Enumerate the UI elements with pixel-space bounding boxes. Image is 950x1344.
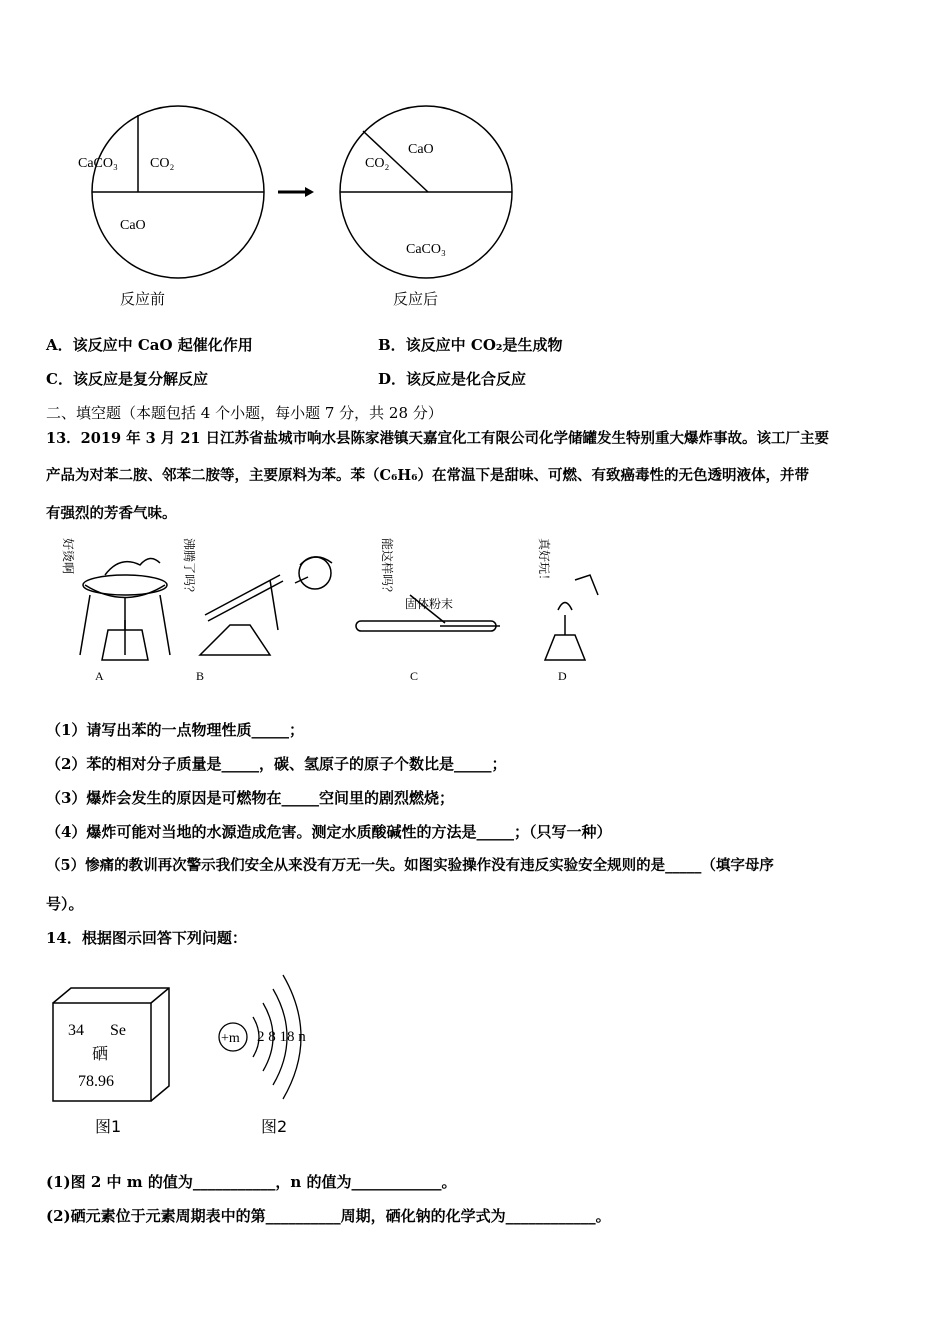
q14-sub1: (1)图 2 中 m 的值为___________，n 的值为____________。 — [46, 1173, 457, 1191]
option-c: C．该反应是复分解反应 — [46, 370, 208, 388]
pie-after-seg3: CaCO₃ — [406, 242, 446, 257]
electron-shells: 2 8 18 n — [257, 1029, 306, 1045]
element-name: 硒 — [92, 1046, 109, 1063]
q13-sub4: （4）爆炸可能对当地的水源造成危害。测定水质酸碱性的方法是_____；（只写一种） — [46, 823, 612, 841]
q13-sub2: （2）苯的相对分子质量是_____，碳、氢原子的原子个数比是_____； — [46, 755, 507, 773]
q14-title: 14．根据图示回答下列问题： — [46, 929, 247, 947]
q14-sub2: (2)硒元素位于元素周期表中的第__________周期，硒化钠的化学式为____________。 — [46, 1207, 611, 1225]
pie-after-seg2: CO₂ — [365, 156, 390, 171]
pie-before — [78, 106, 264, 278]
element-symbol: Se — [110, 1022, 126, 1039]
lab-b-text: 沸腾了吗？ — [182, 538, 196, 599]
q13-sub1: （1）请写出苯的一点物理性质_____； — [46, 721, 304, 739]
q13-sub5-line2: 号）。 — [46, 895, 84, 913]
pie-before-seg3: CaO — [120, 218, 146, 233]
pie-before-seg1: CaCO₃ — [78, 156, 118, 171]
section-title: 二、填空题（本题包括 4 个小题，每小题 7 分，共 28 分） — [46, 404, 443, 422]
pie-after-seg1: CaO — [408, 142, 434, 157]
option-b: B．该反应中 CO₂是生成物 — [378, 336, 563, 354]
lab-c-label: 固体粉末 — [405, 597, 454, 611]
element-mass: 78.96 — [78, 1073, 114, 1090]
lab-figure-d — [545, 575, 598, 660]
arrow-icon — [278, 187, 314, 197]
element-cell-figure — [50, 985, 180, 1110]
fig2-caption: 图2 — [261, 1117, 288, 1136]
q13-line2: 产品为对苯二胺、邻苯二胺等，主要原料为苯。苯（C₆H₆）在常温下是甜味、可燃、有致癌毒性的无色透明液体，并带 — [46, 467, 809, 484]
lab-figure-a — [80, 558, 170, 660]
q13-line1: 13．2019 年 3 月 21 日江苏省盐城市响水县陈家港镇天嘉宜化工有限公司化学储罐发生特别重大爆炸事故。该工厂主要 — [46, 430, 830, 447]
lab-label-b: B — [196, 669, 205, 683]
q13-line3: 有强烈的芳香气味。 — [46, 505, 177, 522]
nucleus-charge: +m — [221, 1031, 240, 1046]
option-a: A．该反应中 CaO 起催化作用 — [46, 336, 253, 354]
pie-before-caption: 反应前 — [120, 290, 166, 308]
reaction-pie-figure — [40, 95, 540, 315]
fig1-caption: 图1 — [95, 1117, 122, 1136]
lab-figure-b — [200, 557, 332, 655]
lab-label-c: C — [410, 669, 419, 683]
pie-after-caption: 反应后 — [393, 290, 439, 308]
lab-operations-illustration — [50, 535, 620, 690]
lab-c-text: 能这样吗？ — [380, 538, 394, 599]
element-number: 34 — [68, 1022, 84, 1039]
pie-before-seg2: CO₂ — [150, 156, 175, 171]
lab-a-text: 好烫啊 — [61, 538, 75, 575]
q13-sub5-line1: （5）惨痛的教训再次警示我们安全从来没有万无一失。如图实验操作没有违反实验安全规则的是_____（填字母序 — [46, 857, 774, 874]
q13-sub3: （3）爆炸会发生的原因是可燃物在_____空间里的剧烈燃烧； — [46, 789, 454, 807]
option-d: D．该反应是化合反应 — [378, 370, 527, 388]
lab-label-d: D — [558, 669, 567, 683]
atom-structure-figure — [215, 965, 325, 1105]
lab-d-text: 真好玩！ — [537, 538, 551, 587]
lab-label-a: A — [95, 669, 104, 683]
pie-after — [340, 106, 512, 278]
